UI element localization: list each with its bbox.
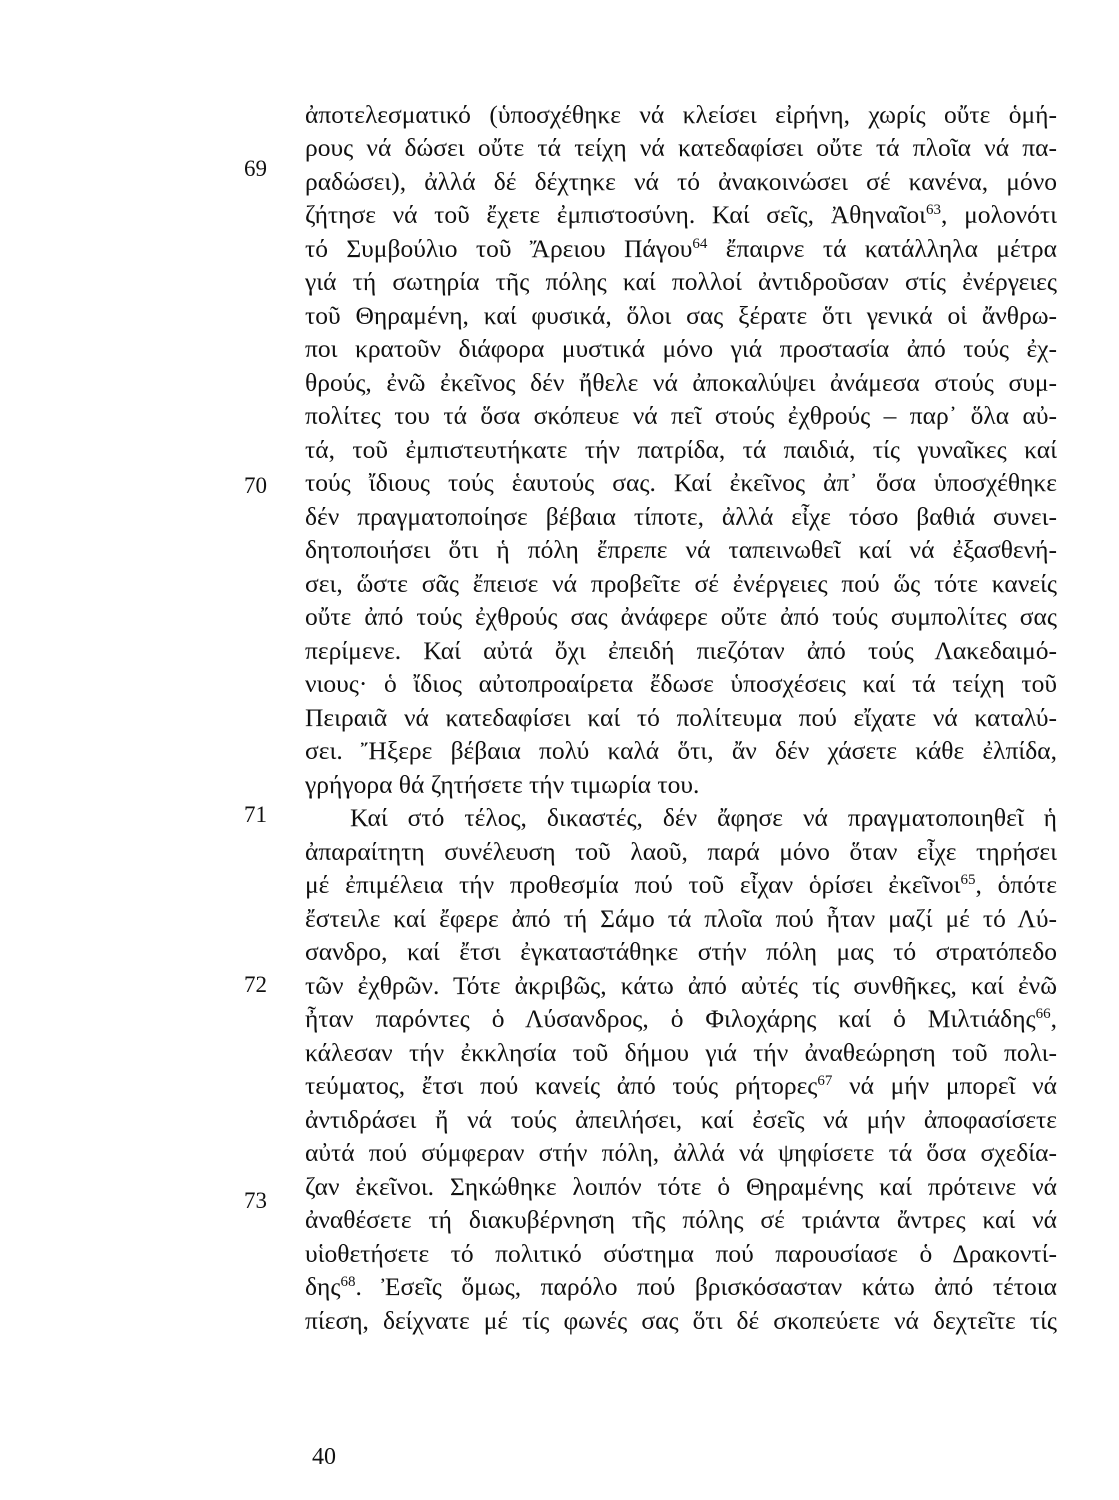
section-number: 69 (244, 156, 267, 181)
text-line: μέ ἐπιμέλεια τήν προθεσμία πού τοῦ εἶχαν ὁρίσει ἐκεῖνοι$^{65}$, ὁπότε (305, 870, 1057, 899)
footnote-ref: 65 (960, 872, 976, 888)
text-line: τό Συμβούλιο τοῦ Ἄρειου Πάγου$^{64}$ ἔπαιρνε τά κατάλληλα μέτρα (305, 234, 1057, 263)
text-line: γρήγορα θά ζητήσετε τήν τιμωρία του. (305, 770, 700, 799)
text-line: θρούς, ἐνῶ ἐκεῖνος δέν ἤθελε νά ἀποκαλύψει ἀνάμεσα στούς συμ- (305, 368, 1057, 397)
text-line: Πειραιᾶ νά κατεδαφίσει καί τό πολίτευμα πού εἴχατε νά καταλύ- (305, 703, 1057, 732)
text-line: τῶν ἐχθρῶν. Τότε ἀκριβῶς, κάτω ἀπό αὐτές τίς συνθῆκες, καί ἐνῶ (305, 971, 1057, 1000)
text-line: ἀντιδράσει ἤ νά τούς ἀπειλήσει, καί ἐσεῖς νά μήν ἀποφασίσετε (305, 1105, 1057, 1134)
text-line: τά, τοῦ ἐμπιστευτήκατε τήν πατρίδα, τά παιδιά, τίς γυναῖκες καί (305, 435, 1057, 464)
text-line: τοῦ Θηραμένη, καί φυσικά, ὅλοι σας ξέρατε ὅτι γενικά οἱ ἄνθρω- (305, 301, 1057, 330)
text-line: δέν πραγματοποίησε βέβαια τίποτε, ἀλλά εἶχε τόσο βαθιά συνει- (305, 502, 1057, 531)
section-number: 73 (244, 1188, 267, 1213)
footnote-ref: 66 (1035, 1006, 1051, 1022)
text-line: πολίτες του τά ὅσα σκόπευε νά πεῖ στούς ἐχθρούς – παρ᾿ ὅλα αὐ- (305, 401, 1057, 430)
text-line: κάλεσαν τήν ἐκκλησία τοῦ δήμου γιά τήν ἀναθεώρηση τοῦ πολι- (305, 1038, 1057, 1067)
text-line: οὔτε ἀπό τούς ἐχθρούς σας ἀνάφερε οὔτε ἀπό τούς συμπολίτες σας (305, 602, 1057, 631)
text-line: νιους· ὁ ἴδιος αὐτοπροαίρετα ἔδωσε ὑποσχέσεις καί τά τείχη τοῦ (305, 669, 1057, 698)
text-line: υἱοθετήσετε τό πολιτικό σύστημα πού παρουσίασε ὁ Δρακοντί- (305, 1239, 1057, 1268)
text-line: πίεση, δείχνατε μέ τίς φωνές σας ὅτι δέ σκοπεύετε νά δεχτεῖτε τίς (305, 1306, 1057, 1335)
text-line: γιά τή σωτηρία τῆς πόλης καί πολλοί ἀντιδροῦσαν στίς ἐνέργειες (305, 267, 1057, 296)
section-number: 72 (244, 972, 267, 997)
page-number: 40 (312, 1444, 336, 1470)
text-line: ζήτησε νά τοῦ ἔχετε ἐμπιστοσύνη. Καί σεῖς, Ἀθηναῖοι$^{63}$, μολονότι (305, 200, 1057, 229)
text-line: δητοποιήσει ὅτι ἡ πόλη ἔπρεπε νά ταπεινωθεῖ καί νά ἐξασθενή- (305, 535, 1057, 564)
footnote-ref: 68 (340, 1274, 356, 1290)
text-line: ραδώσει), ἀλλά δέ δέχτηκε νά τό ἀνακοινώσει σέ κανένα, μόνο (305, 167, 1057, 196)
text-line: δης$^{68}$. Ἐσεῖς ὅμως, παρόλο πού βρισκόσασταν κάτω ἀπό τέτοια (305, 1272, 1057, 1301)
text-line: σανδρο, καί ἔτσι ἐγκαταστάθηκε στήν πόλη μας τό στρατόπεδο (305, 937, 1057, 966)
text-line: σει, ὥστε σᾶς ἔπεισε νά προβεῖτε σέ ἐνέργειες πού ὥς τότε κανείς (305, 569, 1057, 598)
footnote-ref: 64 (692, 236, 708, 252)
text-line: σει. Ἤξερε βέβαια πολύ καλά ὅτι, ἄν δέν χάσετε κάθε ἐλπίδα, (305, 736, 1057, 765)
section-number: 71 (244, 802, 267, 827)
text-line: ἀπαραίτητη συνέλευση τοῦ λαοῦ, παρά μόνο ὅταν εἶχε τηρήσει (305, 837, 1057, 866)
footnote-ref: 67 (817, 1073, 833, 1089)
text-line: τούς ἴδιους τούς ἑαυτούς σας. Καί ἐκεῖνος ἀπ᾿ ὅσα ὑποσχέθηκε (305, 468, 1057, 497)
text-line: ζαν ἐκεῖνοι. Σηκώθηκε λοιπόν τότε ὁ Θηραμένης καί πρότεινε νά (305, 1172, 1057, 1201)
text-line: Καί στό τέλος, δικαστές, δέν ἄφησε νά πραγματοποιηθεῖ ἡ (350, 803, 1057, 832)
text-line: ἀναθέσετε τή διακυβέρνηση τῆς πόλης σέ τριάντα ἄντρες καί νά (305, 1205, 1057, 1234)
text-line: ἔστειλε καί ἔφερε ἀπό τή Σάμο τά πλοῖα πού ἦταν μαζί μέ τό Λύ- (305, 904, 1057, 933)
text-line: τεύματος, ἔτσι πού κανείς ἀπό τούς ρήτορες$^{67}$ νά μήν μπορεῖ νά (305, 1071, 1057, 1100)
footnote-ref: 63 (926, 202, 942, 218)
section-number: 70 (244, 473, 267, 498)
text-line: ἀποτελεσματικό (ὑποσχέθηκε νά κλείσει εἰρήνη, χωρίς οὔτε ὁμή- (305, 100, 1057, 129)
text-line: αὐτά πού σύμφεραν στήν πόλη, ἀλλά νά ψηφίσετε τά ὅσα σχεδία- (305, 1138, 1057, 1167)
text-line: περίμενε. Καί αὐτά ὄχι ἐπειδή πιεζόταν ἀπό τούς Λακεδαιμό- (305, 636, 1057, 665)
text-line: ποι κρατοῦν διάφορα μυστικά μόνο γιά προστασία ἀπό τούς ἐχ- (305, 334, 1057, 363)
text-line: ἦταν παρόντες ὁ Λύσανδρος, ὁ Φιλοχάρης καί ὁ Μιλτιάδης$^{66}$, (305, 1004, 1057, 1033)
text-line: ρους νά δώσει οὔτε τά τείχη νά κατεδαφίσει οὔτε τά πλοῖα νά πα- (305, 133, 1057, 162)
